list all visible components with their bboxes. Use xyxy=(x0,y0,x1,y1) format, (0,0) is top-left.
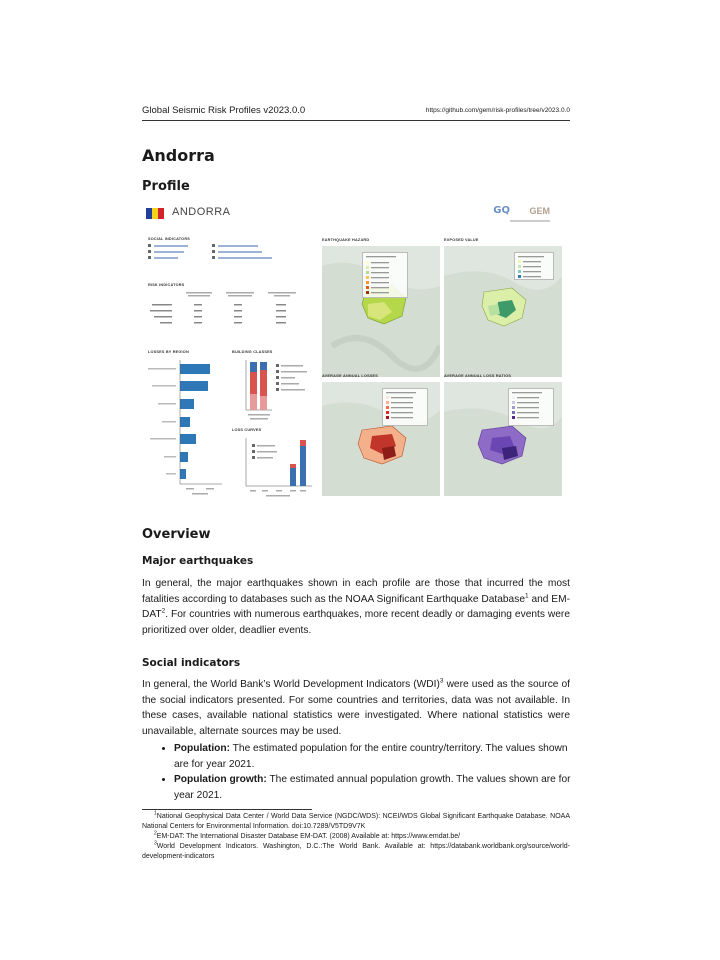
loss-curves-heading: LOSS CURVES xyxy=(232,428,262,432)
building-classes-heading: BUILDING CLASSES xyxy=(232,350,273,354)
map-heading-aalr: AVERAGE ANNUAL LOSS RATIOS xyxy=(444,374,512,378)
risk-indicators-heading: RISK INDICATORS xyxy=(148,283,185,287)
social-indicators-heading: Social indicators xyxy=(142,657,241,669)
loss-bar xyxy=(180,417,190,427)
map-heading-aal: AVERAGE ANNUAL LOSSES xyxy=(322,374,379,378)
gq-logo: GQ xyxy=(493,205,510,216)
header-title: Global Seismic Risk Profiles v2023.0.0 xyxy=(142,105,306,116)
footnote-ref-2[interactable]: 2 xyxy=(161,607,166,615)
footnote-3: $^3$World Development Indicators. Washington, D.C.:The World Bank. Available at: https://databank.worldbank.org/source/world-development-indicators xyxy=(142,840,570,860)
losses-by-region-chart xyxy=(148,358,233,498)
social-indicators-rows xyxy=(148,244,308,268)
building-classes-chart xyxy=(232,358,322,424)
running-header xyxy=(142,104,570,121)
risk-indicators-table xyxy=(148,292,308,332)
exposed-value-map xyxy=(444,246,562,377)
aal-legend xyxy=(382,388,428,426)
exposed-legend xyxy=(514,252,554,280)
list-item: • Population growth: The estimated annual population growth. The values shown are for year 2021. xyxy=(174,772,584,803)
social-indicators-paragraph: In general, the World Bank’s World Development Indicators (WDI)$^3$ were used as the source of the social indicators presented. For some countries and territories, data was not available. In these cases, available national statistics were investigated. Where national statistics were unavailable, alternate sources may be used. xyxy=(142,677,571,737)
header-url[interactable]: https://github.com/gem/risk-profiles/tree/v2023.0.0 xyxy=(425,107,570,114)
footnote-divider xyxy=(142,809,312,810)
footnote-ref-3[interactable]: 3 xyxy=(439,677,444,685)
gem-logo: GEM xyxy=(529,206,550,216)
map-heading-exposed: EXPOSED VALUE xyxy=(444,238,479,242)
profile-heading: Profile xyxy=(142,179,190,194)
loss-curves-chart xyxy=(232,436,322,498)
loss-bar xyxy=(180,381,208,391)
list-item: • Population: The estimated population for the entire country/territory. The values shown are for year 2021. xyxy=(174,741,584,772)
overview-heading: Overview xyxy=(142,527,211,542)
loss-bar xyxy=(180,364,210,374)
loss-bar xyxy=(180,469,186,479)
loss-bar xyxy=(180,452,188,462)
profile-infographic xyxy=(142,200,562,496)
major-earthquakes-paragraph: In general, the major earthquakes shown in each profile are those that incurred the most fatalities according to databases such as the NOAA Significant Earthquake Database$^1$ and EM-DAT$^2$. For countries with numerous earthquakes, more recent deadly or damaging events were prioritized over older, deadlier events. xyxy=(142,578,570,636)
major-earthquakes-heading: Major earthquakes xyxy=(142,555,254,567)
aal-ratio-map xyxy=(444,382,562,496)
hazard-map xyxy=(322,246,440,377)
logo-tagline-placeholder xyxy=(510,220,550,222)
social-indicators-heading: SOCIAL INDICATORS xyxy=(148,237,191,241)
footnotes xyxy=(142,812,570,862)
aal-map xyxy=(322,382,440,496)
aal-ratio-legend xyxy=(508,388,554,426)
flag-stripe-red xyxy=(158,208,164,219)
loss-bar xyxy=(180,434,196,444)
country-title: Andorra xyxy=(142,146,215,165)
map-heading-hazard: EARTHQUAKE HAZARD xyxy=(322,238,370,242)
loss-bar xyxy=(180,399,194,409)
hazard-legend xyxy=(362,252,408,298)
footnote-1: $^1$National Geophysical Data Center / World Data Service (NGDC/WDS): NCEI/WDS Global Significant Earthquake Database. NOAA National Centers for Environmental Information. doi:10.7289/V5TD9V7K xyxy=(142,810,570,830)
indicator-definitions-list xyxy=(160,741,584,803)
figure-country-label: ANDORRA xyxy=(172,206,231,218)
andorra-flag-icon xyxy=(146,208,164,219)
footnote-ref-1[interactable]: 1 xyxy=(525,592,529,600)
footnote-2: $^2$EM-DAT: The International Disaster Database EM-DAT. (2008) Available at: https://www.emdat.be/ xyxy=(154,830,461,840)
losses-by-region-heading: LOSSES BY REGION xyxy=(148,350,189,354)
